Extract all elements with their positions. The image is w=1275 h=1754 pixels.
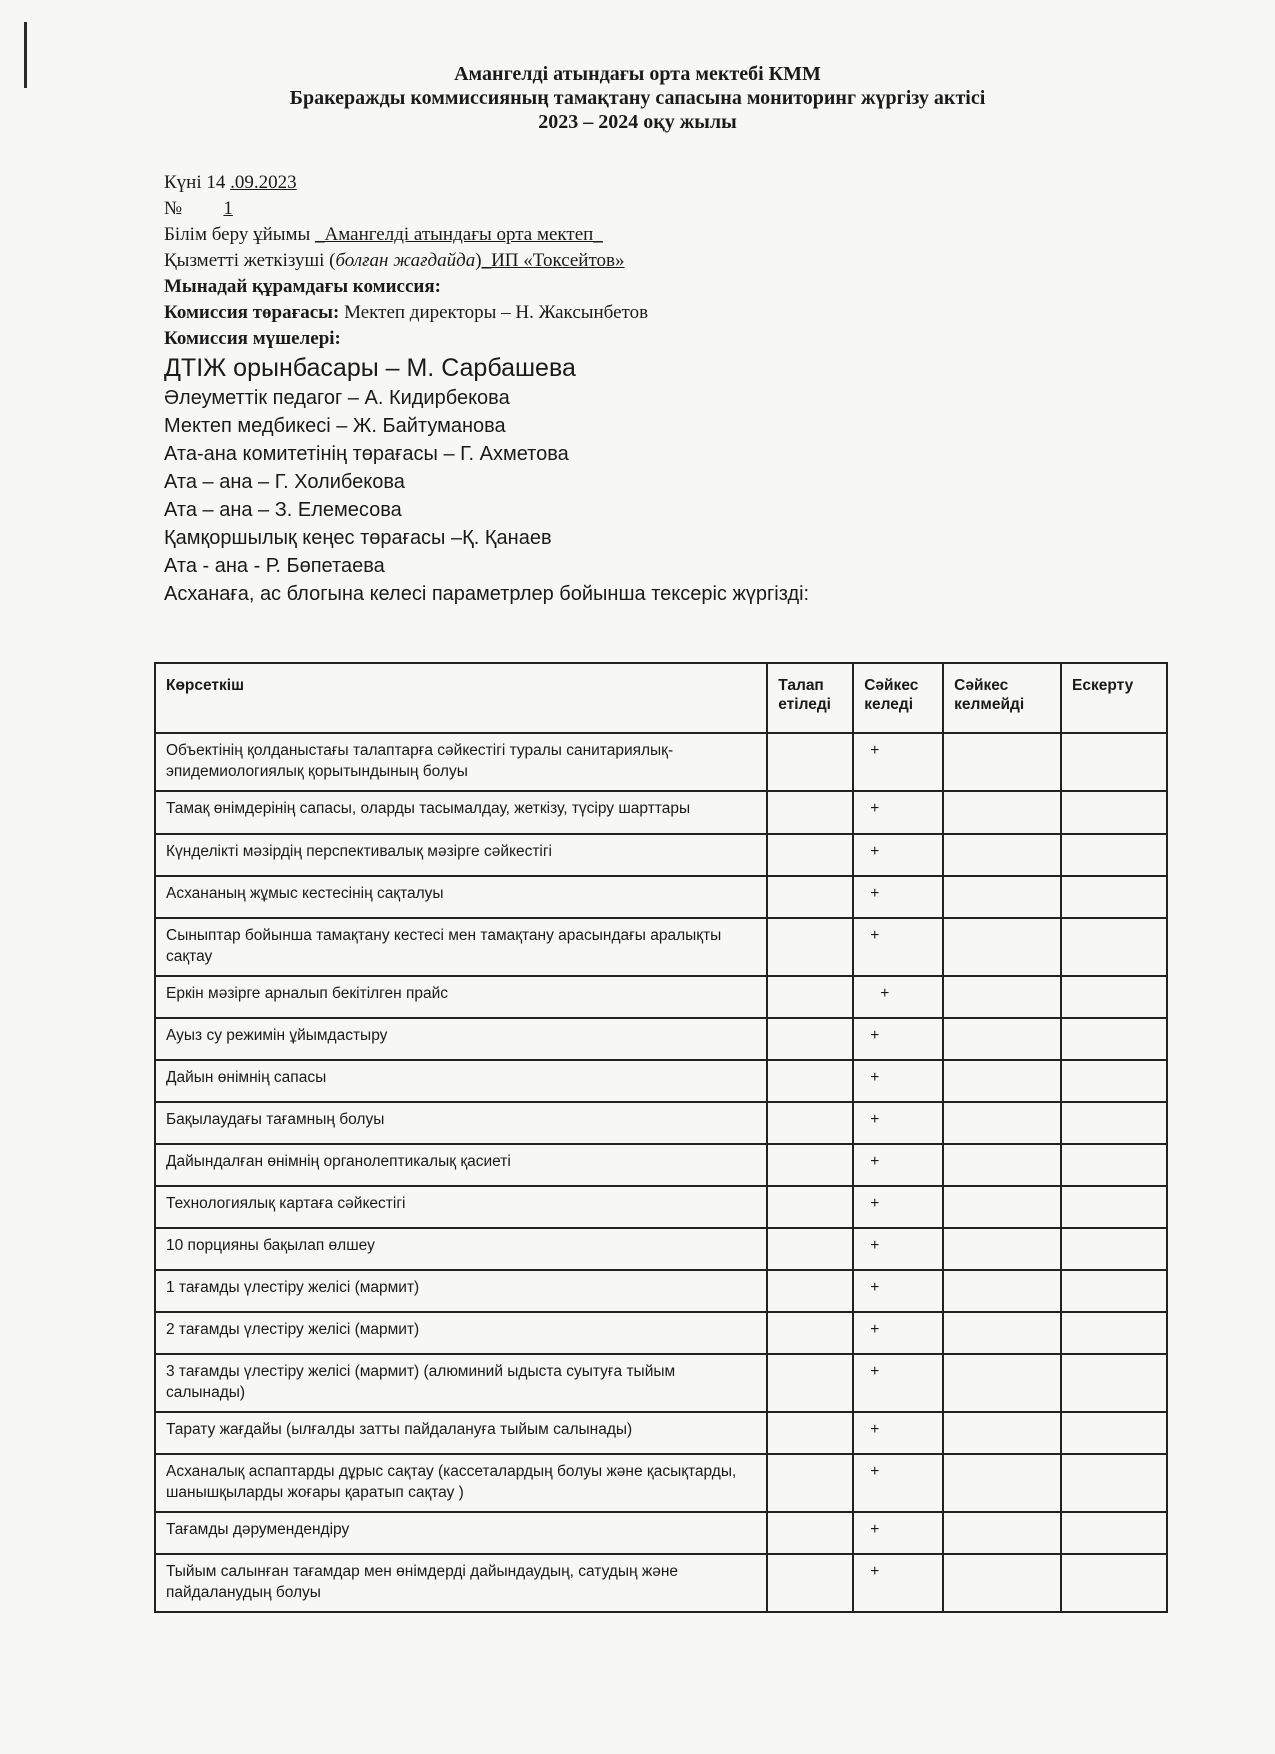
- noncompliant-cell: [943, 1144, 1061, 1186]
- required-cell: [767, 1018, 853, 1060]
- table-row: [155, 791, 1167, 834]
- compliant-cell: +: [853, 1102, 943, 1144]
- table-row: [155, 1512, 1167, 1554]
- noncompliant-cell: [943, 1270, 1061, 1312]
- compliant-cell: +: [853, 733, 943, 791]
- indicator-cell: Дайындалған өнімнің органолептикалық қасиеті: [155, 1144, 767, 1186]
- noncompliant-cell: [943, 1060, 1061, 1102]
- table-row: [155, 1186, 1167, 1228]
- col-header-noncompliant: Сәйкес келмейді: [943, 663, 1061, 733]
- member-item: Әлеуметтік педагог – А. Кидирбекова: [164, 387, 510, 409]
- noncompliant-cell: [943, 1354, 1061, 1412]
- note-cell: [1061, 1018, 1167, 1060]
- indicator-cell: Тамақ өнімдерінің сапасы, оларды тасымалдау, жеткізу, түсіру шарттары: [155, 791, 767, 834]
- required-cell: [767, 976, 853, 1018]
- table-row: [155, 1312, 1167, 1354]
- table-row: [155, 834, 1167, 876]
- note-cell: [1061, 1354, 1167, 1412]
- members-label: Комиссия мүшелері:: [164, 328, 341, 349]
- required-cell: [767, 1412, 853, 1454]
- noncompliant-cell: [943, 1102, 1061, 1144]
- table-row: [155, 1018, 1167, 1060]
- note-cell: [1061, 1454, 1167, 1512]
- inspection-table: [154, 662, 1168, 1613]
- number-row: [164, 196, 809, 222]
- note-cell: [1061, 1312, 1167, 1354]
- indicator-cell: Ауыз су режимін ұйымдастыру: [155, 1018, 767, 1060]
- compliant-cell: +: [853, 834, 943, 876]
- table-row: [155, 1270, 1167, 1312]
- table-row: [155, 1354, 1167, 1412]
- compliant-cell: +: [853, 976, 943, 1018]
- note-cell: [1061, 1554, 1167, 1612]
- compliant-cell: +: [853, 876, 943, 918]
- table-row: [155, 1228, 1167, 1270]
- note-cell: [1061, 1060, 1167, 1102]
- note-cell: [1061, 1270, 1167, 1312]
- table-header-row: [155, 663, 1167, 733]
- indicator-cell: Тағамды дәрумендендіру: [155, 1512, 767, 1554]
- supplier-condition: болған жағдайда: [335, 250, 476, 271]
- required-cell: [767, 1144, 853, 1186]
- table-row: [155, 876, 1167, 918]
- supplier-label: Қызметті жеткізуші (: [164, 250, 336, 271]
- indicator-cell: Тыйым салынған тағамдар мен өнімдерді дайындаудың, сатудың және пайдаланудың болуы: [155, 1554, 767, 1612]
- compliant-cell: +: [853, 1312, 943, 1354]
- required-cell: [767, 1102, 853, 1144]
- compliant-cell: +: [853, 1354, 943, 1412]
- commission-intro: Мынадай құрамдағы комиссия:: [164, 276, 441, 297]
- note-cell: [1061, 1144, 1167, 1186]
- member-item: Ата – ана – Г. Холибекова: [164, 471, 405, 493]
- noncompliant-cell: [943, 1554, 1061, 1612]
- inspection-text: Асханаға, ас блогына келесі параметрлер бойынша тексеріс жүргізді:: [164, 583, 810, 605]
- compliant-cell: +: [853, 1412, 943, 1454]
- required-cell: [767, 1554, 853, 1612]
- indicator-cell: Объектінің қолданыстағы талаптарға сәйкестігі туралы санитариялық-эпидемиологиялық қорытындының болуы: [155, 733, 767, 791]
- required-cell: [767, 1186, 853, 1228]
- org-label: Білім беру ұйымы: [164, 224, 311, 245]
- compliant-cell: +: [853, 1228, 943, 1270]
- member-item: Ата-ана комитетінің төрағасы – Г. Ахметова: [164, 443, 569, 465]
- member-item: ДТІЖ орынбасары – М. Сарбашева: [164, 354, 576, 382]
- compliant-cell: +: [853, 1270, 943, 1312]
- indicator-cell: 1 тағамды үлестіру желісі (мармит): [155, 1270, 767, 1312]
- required-cell: [767, 1354, 853, 1412]
- supplier-value: _ИП «Токсейтов»: [481, 250, 625, 271]
- required-cell: [767, 1228, 853, 1270]
- required-cell: [767, 834, 853, 876]
- noncompliant-cell: [943, 1512, 1061, 1554]
- noncompliant-cell: [943, 976, 1061, 1018]
- number-value: 1: [223, 198, 233, 219]
- org-value: _Амангелді атындағы орта мектеп_: [315, 224, 603, 245]
- document-header: [0, 62, 1275, 134]
- table-row: [155, 1454, 1167, 1512]
- indicator-cell: Бақылаудағы тағамның болуы: [155, 1102, 767, 1144]
- col-header-compliant: Сәйкес келеді: [853, 663, 943, 733]
- indicator-cell: Асханалық аспаптарды дұрыс сақтау (кассеталардың болуы және қасықтарды, шанышқыларды жоғары қаратып сақтау ): [155, 1454, 767, 1512]
- table-row: [155, 1144, 1167, 1186]
- indicator-cell: 2 тағамды үлестіру желісі (мармит): [155, 1312, 767, 1354]
- date-value: .09.2023: [230, 172, 297, 193]
- noncompliant-cell: [943, 791, 1061, 834]
- indicator-cell: Дайын өнімнің сапасы: [155, 1060, 767, 1102]
- indicator-cell: Еркін мәзірге арналып бекітілген прайс: [155, 976, 767, 1018]
- table-row: [155, 1060, 1167, 1102]
- table-row: [155, 918, 1167, 976]
- compliant-cell: +: [853, 1554, 943, 1612]
- act-details: [164, 170, 809, 608]
- required-cell: [767, 1512, 853, 1554]
- note-cell: [1061, 791, 1167, 834]
- indicator-cell: Күнделікті мәзірдің перспективалық мәзірге сәйкестігі: [155, 834, 767, 876]
- note-cell: [1061, 876, 1167, 918]
- indicator-cell: 10 порцияны бақылап өлшеу: [155, 1228, 767, 1270]
- required-cell: [767, 1270, 853, 1312]
- act-title: Бракеражды коммиссияның тамақтану сапасына мониторинг жүргізу актісі: [289, 87, 986, 109]
- compliant-cell: +: [853, 1186, 943, 1228]
- indicator-cell: Технологиялық картаға сәйкестігі: [155, 1186, 767, 1228]
- table-row: [155, 733, 1167, 791]
- noncompliant-cell: [943, 1018, 1061, 1060]
- note-cell: [1061, 1412, 1167, 1454]
- note-cell: [1061, 1512, 1167, 1554]
- chair-value: Мектеп директоры – Н. Жаксынбетов: [344, 302, 649, 323]
- required-cell: [767, 918, 853, 976]
- required-cell: [767, 1312, 853, 1354]
- chair-row: [164, 300, 809, 326]
- indicator-cell: Асхананың жұмыс кестесінің сақталуы: [155, 876, 767, 918]
- note-cell: [1061, 834, 1167, 876]
- noncompliant-cell: [943, 834, 1061, 876]
- date-label: Күні 14: [164, 172, 226, 193]
- member-item: Қамқоршылық кеңес төрағасы –Қ. Қанаев: [164, 527, 552, 549]
- noncompliant-cell: [943, 1228, 1061, 1270]
- school-year: 2023 – 2024 оқу жылы: [538, 111, 737, 133]
- supplier-close: ): [475, 250, 482, 271]
- compliant-cell: +: [853, 918, 943, 976]
- note-cell: [1061, 918, 1167, 976]
- note-cell: [1061, 1102, 1167, 1144]
- required-cell: [767, 876, 853, 918]
- chair-label: Комиссия төрағасы:: [164, 302, 340, 323]
- table-row: [155, 1102, 1167, 1144]
- required-cell: [767, 1454, 853, 1512]
- noncompliant-cell: [943, 1454, 1061, 1512]
- compliant-cell: +: [853, 791, 943, 834]
- member-item: Ата – ана – З. Елемесова: [164, 499, 402, 521]
- noncompliant-cell: [943, 1186, 1061, 1228]
- noncompliant-cell: [943, 733, 1061, 791]
- compliant-cell: +: [853, 1060, 943, 1102]
- member-item: Ата - ана - Р. Бөпетаева: [164, 555, 385, 577]
- indicator-cell: 3 тағамды үлестіру желісі (мармит) (алюминий ыдыста суытуға тыйым салынады): [155, 1354, 767, 1412]
- supplier-row: [164, 248, 809, 274]
- compliant-cell: +: [853, 1018, 943, 1060]
- col-header-note: Ескерту: [1061, 663, 1167, 733]
- table-row: [155, 1554, 1167, 1612]
- noncompliant-cell: [943, 918, 1061, 976]
- note-cell: [1061, 1186, 1167, 1228]
- table-row: [155, 976, 1167, 1018]
- compliant-cell: +: [853, 1512, 943, 1554]
- col-header-indicator: Көрсеткіш: [155, 663, 767, 733]
- table-row: [155, 1412, 1167, 1454]
- col-header-required: Талап етіледі: [767, 663, 853, 733]
- school-name: Амангелді атындағы орта мектебі КММ: [454, 63, 821, 85]
- compliant-cell: +: [853, 1454, 943, 1512]
- note-cell: [1061, 1228, 1167, 1270]
- required-cell: [767, 1060, 853, 1102]
- date-row: [164, 170, 809, 196]
- required-cell: [767, 733, 853, 791]
- org-row: [164, 222, 809, 248]
- member-item: Мектеп медбикесі – Ж. Байтуманова: [164, 415, 506, 437]
- note-cell: [1061, 733, 1167, 791]
- indicator-cell: Тарату жағдайы (ылғалды затты пайдалануға тыйым салынады): [155, 1412, 767, 1454]
- indicator-cell: Сыныптар бойынша тамақтану кестесі мен тамақтану арасындағы аралықты сақтау: [155, 918, 767, 976]
- note-cell: [1061, 976, 1167, 1018]
- compliant-cell: +: [853, 1144, 943, 1186]
- noncompliant-cell: [943, 1412, 1061, 1454]
- noncompliant-cell: [943, 876, 1061, 918]
- required-cell: [767, 791, 853, 834]
- number-label: №: [164, 198, 183, 219]
- noncompliant-cell: [943, 1312, 1061, 1354]
